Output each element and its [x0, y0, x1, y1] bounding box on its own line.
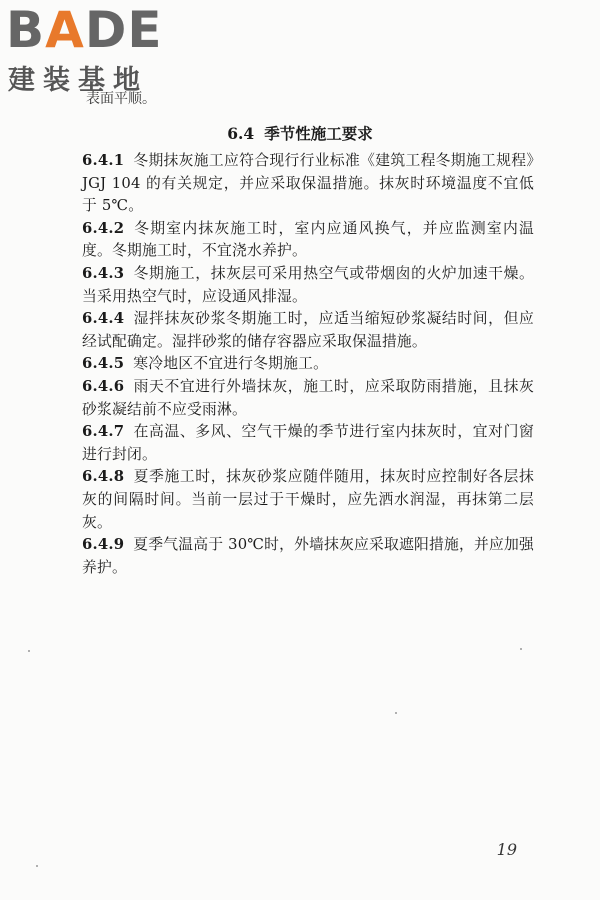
clause-6-4-9 — [82, 534, 534, 579]
brand-letter-b: B — [6, 1, 46, 59]
section-heading — [0, 122, 600, 144]
brand-letters-de: DE — [84, 1, 163, 59]
brand-logo — [6, 1, 176, 96]
clause-6-4-8 — [82, 466, 534, 534]
clause-6-4-4 — [82, 308, 534, 353]
clause-number: 6.4.2 — [82, 219, 125, 237]
clause-number: 6.4.3 — [82, 264, 125, 282]
clause-text: 夏季气温高于 30℃时，外墙抹灰应采取遮阳措施，并应加强养护。 — [82, 536, 535, 576]
clause-6-4-3 — [82, 263, 534, 308]
scan-speck — [28, 650, 30, 652]
clause-text: 夏季施工时，抹灰砂浆应随伴随用，抹灰时应控制好各层抹灰的间隔时间。当前一层过于干燥时，应先洒水润湿，再抹第二层灰。 — [82, 468, 534, 531]
section-title: 季节性施工要求 — [264, 124, 373, 143]
clause-6-4-2 — [82, 218, 534, 263]
clause-text: 冬期室内抹灰施工时，室内应通风换气，并应监测室内温度。冬期施工时，不宜浇水养护。 — [82, 219, 534, 260]
clause-number: 6.4.4 — [82, 310, 125, 328]
clause-number: 6.4.7 — [82, 423, 125, 441]
page-number: 19 — [496, 840, 517, 859]
clause-6-4-6 — [82, 376, 534, 421]
clause-6-4-7 — [82, 421, 534, 466]
scan-speck — [520, 648, 522, 650]
brand-wordmark — [6, 1, 163, 59]
clause-text: 在高温、多风、空气干燥的季节进行室内抹灰时，宜对门窗进行封闭。 — [82, 423, 534, 463]
clause-number: 6.4.5 — [82, 355, 125, 373]
clause-text: 冬期抹灰施工应符合现行行业标准《建筑工程冬期施工规程》JGJ 104 的有关规定，并应采取保温措施。抹灰时环境温度不宜低于 5℃。 — [82, 152, 534, 215]
scan-speck — [36, 865, 38, 867]
clause-text: 湿拌抹灰砂浆冬期施工时，应适当缩短砂浆凝结时间，但应经试配确定。湿拌砂浆的储存容器应采取保温措施。 — [82, 310, 534, 350]
clause-text: 冬期施工，抹灰层可采用热空气或带烟囱的火炉加速干燥。当采用热空气时，应设通风排湿。 — [82, 264, 534, 305]
clause-list — [82, 150, 534, 579]
clause-number: 6.4.1 — [82, 152, 125, 169]
clause-text: 雨天不宜进行外墙抹灰，施工时，应采取防雨措施，且抹灰砂浆凝结前不应受雨淋。 — [82, 377, 534, 418]
previous-paragraph-tail: 表面平顺。 — [86, 91, 156, 107]
clause-number: 6.4.8 — [82, 468, 125, 486]
brand-letter-a: A — [45, 1, 85, 59]
brand-subtitle: 建装基地 — [8, 65, 148, 96]
clause-number: 6.4.9 — [82, 536, 125, 554]
clause-6-4-1 — [82, 150, 534, 218]
clause-6-4-5 — [82, 353, 534, 376]
clause-text: 寒冷地区不宜进行冬期施工。 — [133, 355, 329, 373]
section-number: 6.4 — [227, 124, 255, 143]
scan-speck — [395, 712, 397, 714]
clause-number: 6.4.6 — [82, 377, 125, 395]
